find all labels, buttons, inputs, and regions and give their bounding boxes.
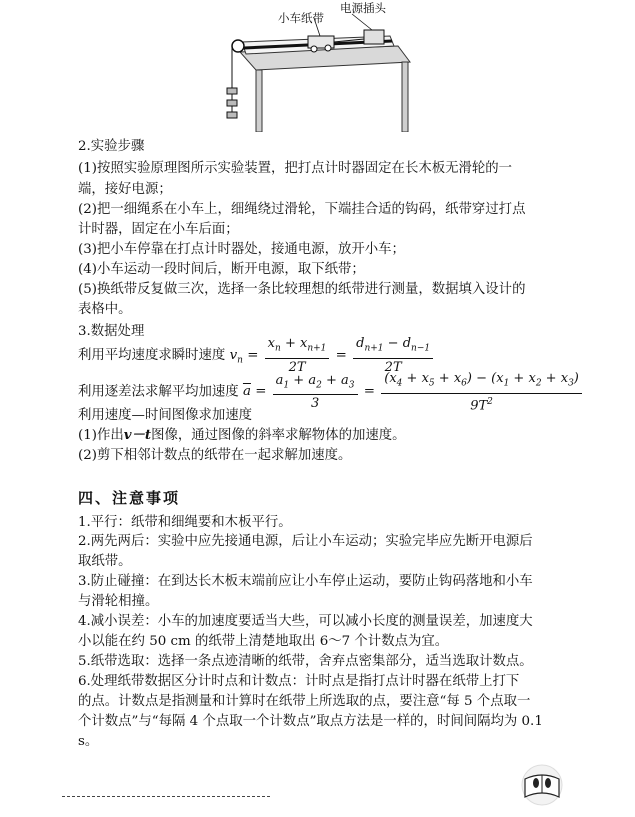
step2-line2: 计时器，固定在小车后面；: [78, 222, 239, 237]
note6-line1: 6.处理纸带数据区分计时点和计数点：计时点是指打点计时器在纸带上打下: [78, 674, 520, 689]
footer-dashed-rule: [62, 796, 270, 797]
step4: (4)小车运动一段时间后，断开电源，取下纸带；: [78, 262, 365, 277]
label-power-plug: 电源插头: [340, 1, 386, 15]
note4-line1: 4.减小误差：小车的加速度要适当大些，可以减小长度的测量误差，加速度大: [78, 614, 533, 629]
accel-prefix: 利用逐差法求解平均加速度: [78, 384, 239, 400]
step5-line1: (5)换纸带反复做三次，选择一条比较理想的纸带进行测量，数据填入设计的: [78, 282, 526, 297]
step3: (3)把小车停靠在打点计时器处，接通电源，放开小车；: [78, 242, 405, 257]
note5: 5.纸带选取：选择一条点迹清晰的纸带，舍弃点密集部分，适当选取计数点。: [78, 654, 533, 669]
note1: 1.平行：纸带和细绳要和木板平行。: [78, 515, 292, 530]
graph-step2: (2)剪下相邻计数点的纸带在一起求解加速度。: [78, 448, 352, 463]
graph-step1: [78, 426, 406, 445]
section2-title: 2.实验步骤: [78, 139, 145, 154]
step1-line2: 端，接好电源；: [78, 182, 172, 197]
velocity-prefix: 利用平均速度求瞬时速度: [78, 347, 226, 363]
graph-step1-pre: (1)作出: [78, 428, 124, 443]
note2-line2: 取纸带。: [78, 554, 132, 569]
note6-line4: s。: [78, 734, 99, 749]
note3-line2: 与滑轮相撞。: [78, 594, 159, 609]
step1-line1: (1)按照实验原理图所示实验装置，把打点计时器固定在长木板无滑轮的一: [78, 161, 513, 176]
note6-line3: 个计数点”与“每隔 4 个点取一个计数点”取点方法是一样的，时间间隔均为 0.1: [78, 714, 543, 729]
velocity-formula: $v_n$ = $\frac{x_n + x_{n+1}}{2T}$ = $\frac{d_{n+1} - d_{n-1}}{2T}$: [230, 348, 436, 363]
label-cart-tape: 小车纸带: [278, 11, 324, 25]
apparatus-figure: [222, 0, 412, 132]
section3-title: 3.数据处理: [78, 324, 145, 339]
step5-line2: 表格中。: [78, 302, 132, 317]
note6-line2: 的点。计数点是指测量和计算时在纸带上所选取的点，要注意“每 5 个点取一: [78, 694, 531, 709]
book-icon: [517, 757, 567, 811]
graph-step1-post: 图像，通过图像的斜率求解物体的加速度。: [151, 428, 406, 443]
note2-line1: 2.两先两后：实验中应先接通电源，后让小车运动；实验完毕应先断开电源后: [78, 534, 533, 549]
section4-title: 四、注意事项: [78, 489, 181, 507]
accel-formula: $\overline{a}$ = $\frac{a_1 + a_2 + a_3}{3}$ = $\frac{(x_4 + x_5 + x_6) - (x_1 + x_2 + x_3)}{9T^2}$: [243, 384, 584, 399]
graph-title: 利用速度—时间图像求加速度: [78, 408, 253, 423]
graph-step1-var: v－t: [123, 427, 152, 443]
note3-line1: 3.防止碰撞：在到达长木板末端前应让小车停止运动，要防止钩码落地和小车: [78, 574, 533, 589]
note4-line2: 小以能在约 50 cm 的纸带上清楚地取出 6～7 个计数点为宜。: [78, 634, 449, 649]
step2-line1: (2)把一细绳系在小车上，细绳绕过滑轮，下端挂合适的钩码，纸带穿过打点: [78, 202, 526, 217]
